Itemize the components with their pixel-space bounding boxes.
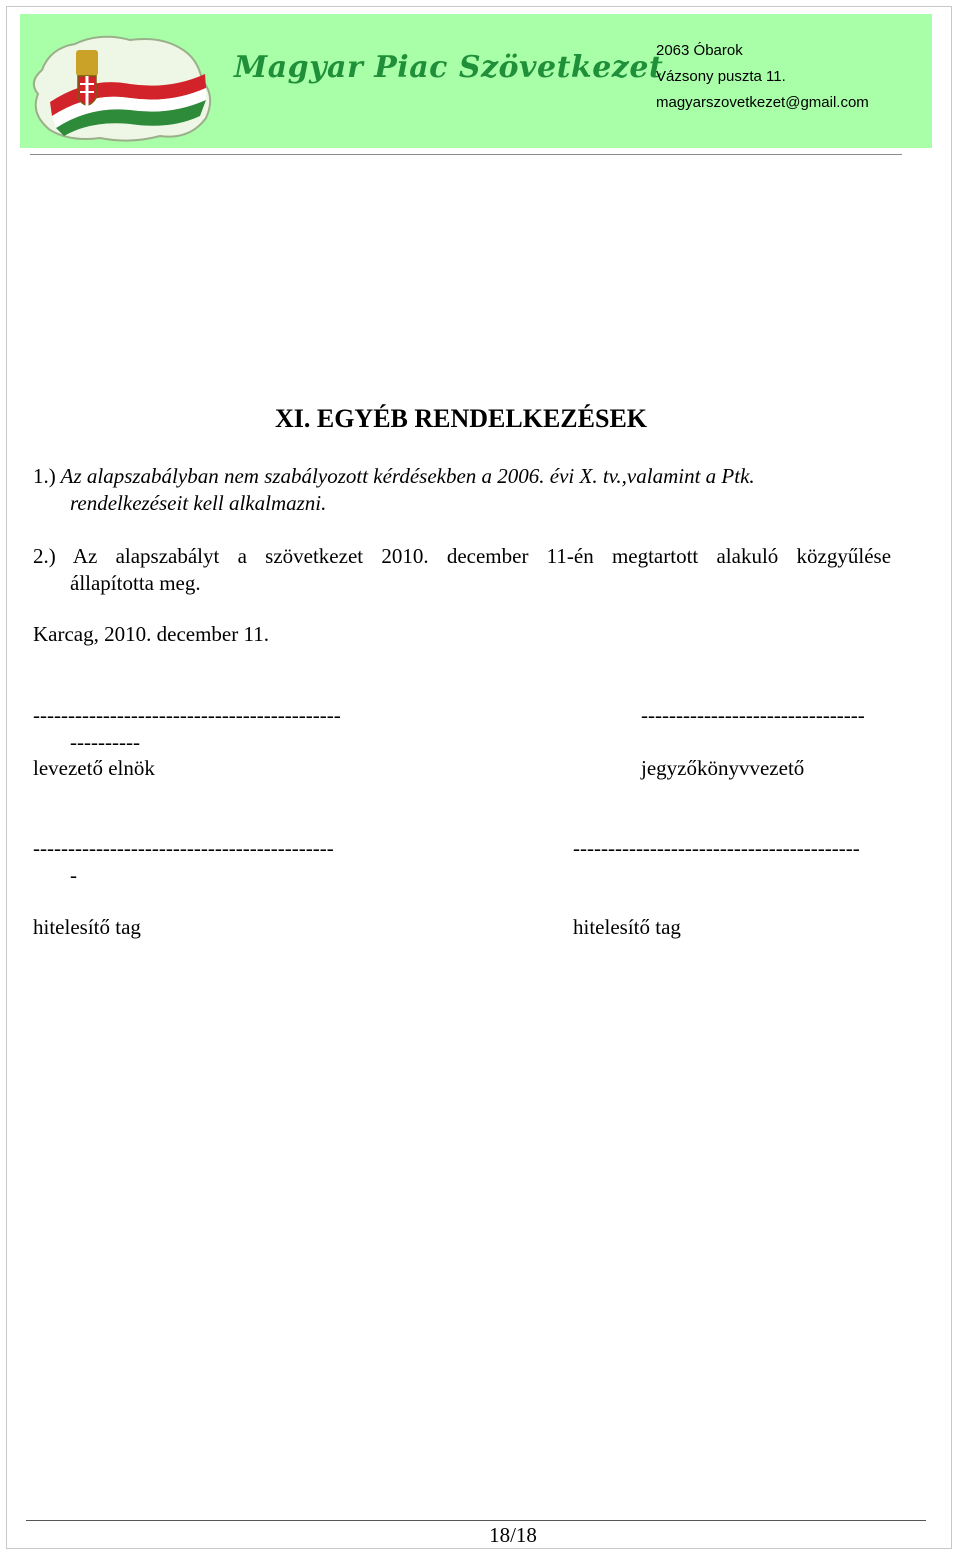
provision-1-text: Az alapszabályban nem szabályozott kérdésekben a 2006. évi X. tv.,valamint a Ptk.	[60, 464, 755, 488]
header-divider	[30, 154, 902, 155]
letterhead	[20, 14, 932, 148]
provision-2-text: Az alapszabályt a szövetkezet 2010. december 11-én megtartott alakuló közgyűlése	[72, 544, 892, 568]
contact-address	[656, 38, 869, 116]
page-number: 18/18	[489, 1523, 537, 1547]
footer-divider	[26, 1520, 926, 1521]
signature-line-authenticator-2: -----------------------------------------	[573, 836, 860, 860]
provision-1	[33, 463, 891, 517]
provision-2-number: 2.)	[33, 544, 56, 568]
provision-1-number: 1.)	[33, 464, 56, 488]
hungary-map-logo	[20, 18, 220, 148]
signature-role-recorder: jegyzőkönyvvezető	[641, 756, 805, 780]
signature-line-authenticator-1: -------------------------------------------	[33, 836, 334, 860]
signature-line-recorder: --------------------------------	[641, 703, 865, 727]
address-line-2: Vázsony puszta 11.	[656, 68, 786, 85]
section-title: XI. EGYÉB RENDELKEZÉSEK	[274, 404, 648, 433]
provision-1-text-cont: rendelkezéseit kell alkalmazni.	[70, 491, 327, 515]
signature-role-chair: levezető elnök	[33, 756, 155, 780]
signature-line-authenticator-1-cont: -	[70, 863, 77, 887]
place-and-date: Karcag, 2010. december 11.	[33, 622, 269, 646]
provision-2-text-cont: állapította meg.	[70, 571, 201, 595]
brand-name: Magyar Piac Szövetkezet	[234, 50, 664, 85]
signature-line-chair-cont: ----------	[70, 730, 140, 754]
signature-role-authenticator-1: hitelesítő tag	[33, 915, 141, 939]
address-line-1: 2063 Óbarok	[656, 42, 743, 59]
signature-line-chair: --------------------------------------------	[33, 703, 341, 727]
contact-email[interactable]: magyarszovetkezet@gmail.com	[656, 94, 869, 111]
signature-role-authenticator-2: hitelesítő tag	[573, 915, 681, 939]
provision-2	[33, 543, 891, 597]
